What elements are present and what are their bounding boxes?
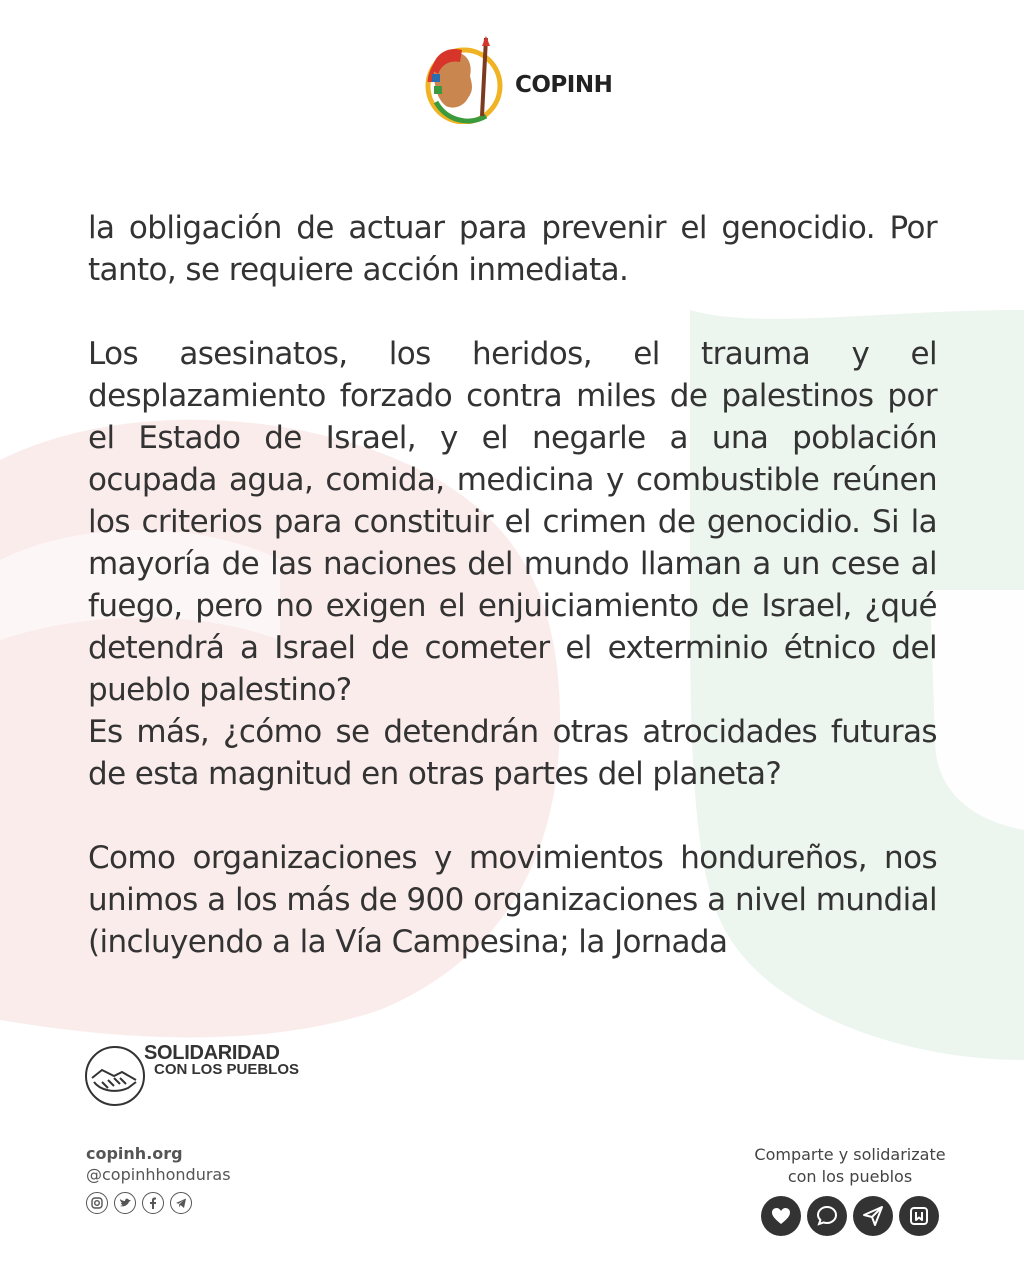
- contact-info: [86, 1144, 231, 1214]
- paragraph-4: Como organizaciones y movimientos hondureños, nos unimos a los más de 900 organizaciones a nivel mundial (incluyendo a la Vía Campesina; la Jornada: [88, 840, 937, 960]
- campaign-subtitle: CON LOS PUEBLOS: [154, 1061, 300, 1078]
- share-text-line-1: Comparte y solidarizate: [754, 1145, 946, 1164]
- paragraph-2: Los asesinatos, los heridos, el trauma y el desplazamiento forzado contra miles de palestinos por el Estado de Israel, y el negarle a una población ocupada agua, comida, medicina y combustible reúnen los criterios para constituir el crimen de genocidio. Si la mayoría de las naciones del mundo llaman a un cese al fuego, pero no exigen el enjuiciamiento de Israel, ¿qué detendrá a Israel de cometer el exterminio étnico del pueblo palestino?: [88, 336, 937, 708]
- social-handle[interactable]: @copinhhonduras: [86, 1165, 231, 1184]
- solidarity-badge: [84, 1042, 344, 1108]
- send-icon[interactable]: [853, 1196, 893, 1236]
- facebook-icon[interactable]: [142, 1192, 164, 1214]
- share-icons: [740, 1196, 960, 1236]
- copinh-emblem-icon: [424, 32, 508, 124]
- bookmark-icon[interactable]: [899, 1196, 939, 1236]
- telegram-icon[interactable]: [170, 1192, 192, 1214]
- comment-icon[interactable]: [807, 1196, 847, 1236]
- paragraph-3: Es más, ¿cómo se detendrán otras atrocidades futuras de esta magnitud en otras partes del planeta?: [88, 714, 937, 792]
- twitter-icon[interactable]: [114, 1192, 136, 1214]
- org-name: COPINH: [515, 72, 613, 98]
- campaign-title: SOLIDARIDAD: [144, 1042, 280, 1064]
- handshake-icon: [84, 1042, 148, 1108]
- header: [0, 30, 1024, 130]
- paragraph-1: la obligación de actuar para prevenir el genocidio. Por tanto, se requiere acción inmediata.: [88, 210, 937, 288]
- share-text-line-2: con los pueblos: [787, 1167, 913, 1186]
- statement-body: [88, 207, 937, 963]
- share-section: [740, 1144, 960, 1236]
- instagram-icon[interactable]: [86, 1192, 108, 1214]
- social-icons: [86, 1192, 231, 1214]
- copinh-logo[interactable]: [424, 30, 624, 125]
- website-link[interactable]: copinh.org: [86, 1144, 183, 1163]
- heart-icon[interactable]: [761, 1196, 801, 1236]
